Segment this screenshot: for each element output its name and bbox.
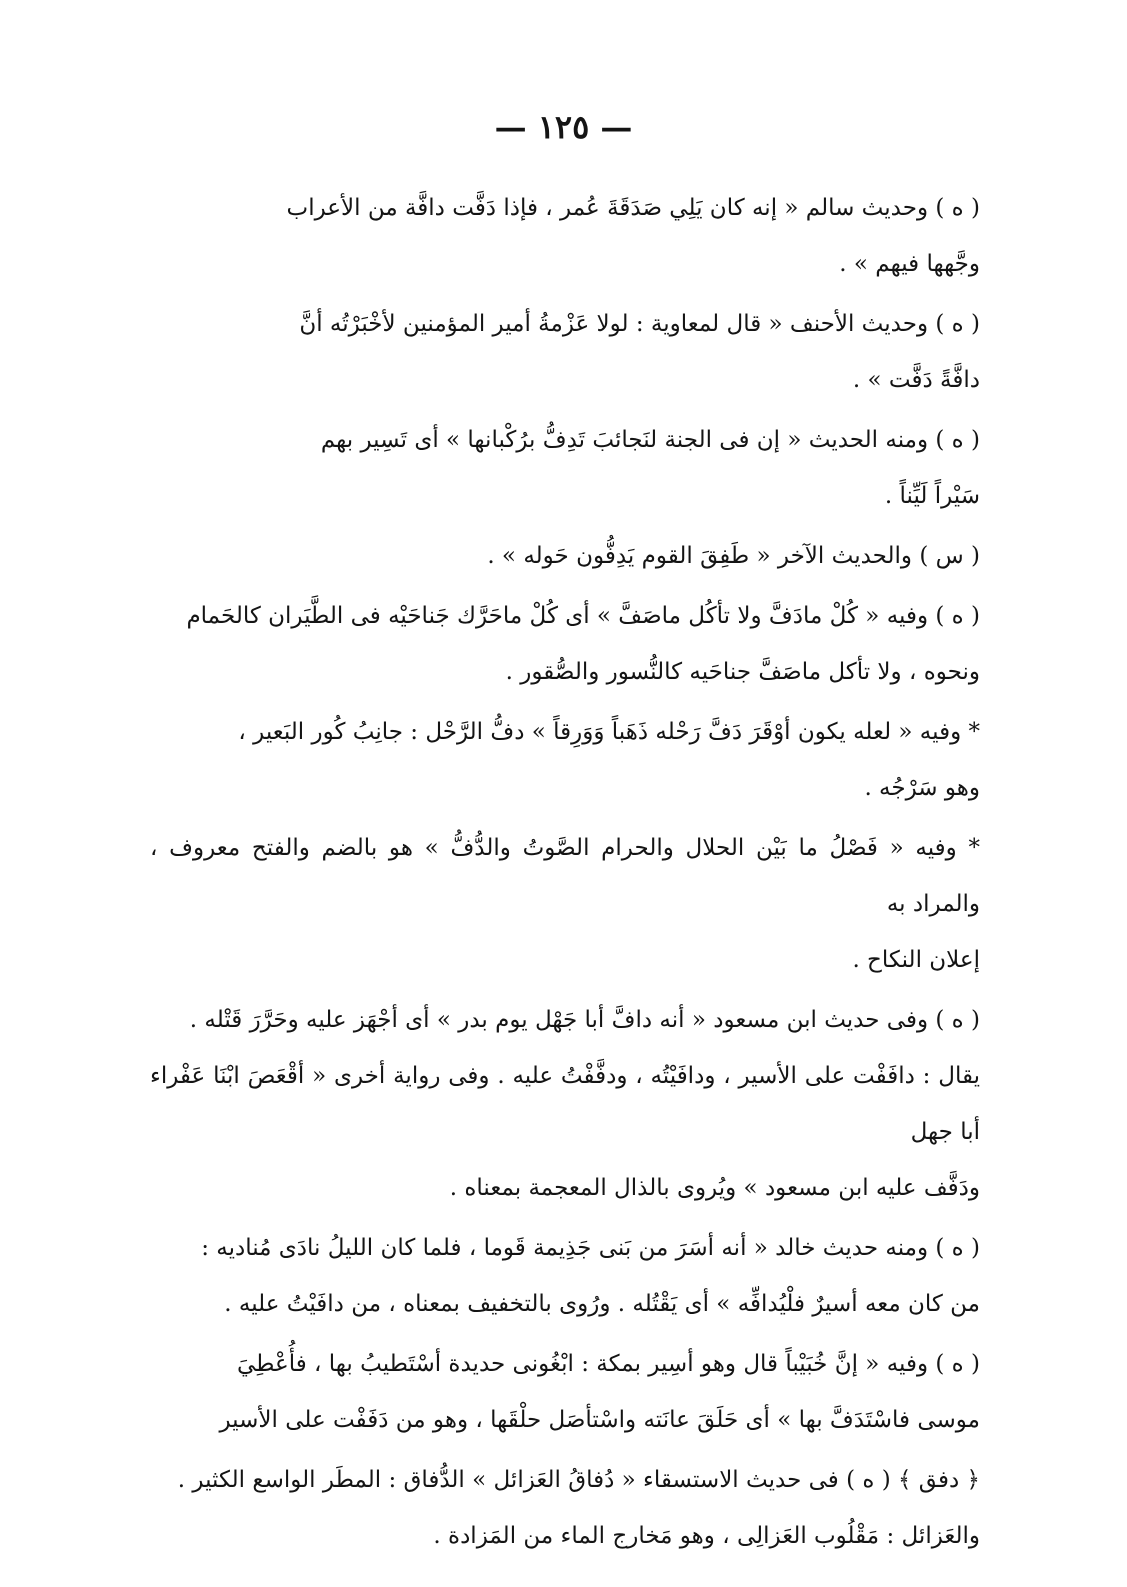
text-line: ( ه ) وفيه « إنَّ خُبَيْباً قال وهو أسِير بمكة : ابْغُونى حديدة أسْتَطيبُ بها ، فأُعْطِيَ xyxy=(236,1351,980,1377)
entry-paragraph xyxy=(150,588,980,700)
text-line: ( ه ) وفى حديث ابن مسعود « أنه دافَّ أبا جَهْل يوم بدر » أى أجْهَز عليه وحَرَّرَ قَتْله . xyxy=(189,1007,980,1033)
text-line: من كان معه أسيرٌ فلْيُدافِّه » أى يَقْتُله . ورُوى بالتخفيف بمعناه ، من دافَيْتُ عليه . xyxy=(224,1291,980,1317)
text-line: ( ه ) وفيه « كُلْ مادَفَّ ولا تأكُل ماصَفَّ » أى كُلْ ماحَرَّك جَناحَيْه فى الطَّيَران كالحَمام xyxy=(186,603,980,629)
text-line: * وفيه « فَصْلُ ما بَيْن الحلال والحرام الصَّوتُ والدُّفُّ » هو بالضم والفتح معروف ، والمراد به xyxy=(150,835,980,917)
entry-paragraph xyxy=(150,412,980,524)
text-line: وهو سَرْجُه . xyxy=(864,775,980,801)
entry-paragraph xyxy=(150,1452,980,1564)
body-text xyxy=(150,180,980,1568)
text-line: يقال : دافَفْت على الأسير ، ودافَيْتُه ، ودفَّفْتُ عليه . وفى رواية أخرى « أقْعَصَ ابْنَا عَفْراء أبا جهل xyxy=(150,1063,980,1145)
text-line: وجَّهها فيهم » . xyxy=(839,251,980,277)
text-line: * وفيه « لعله يكون أوْقَرَ دَفَّ رَحْله ذَهَباً وَوَرِقاً » دفُّ الرَّحْل : جانِبُ كُور البَعير ، xyxy=(238,719,980,745)
entry-paragraph xyxy=(150,528,980,584)
entry-paragraph xyxy=(150,296,980,408)
text-line: ( ه ) وحديث سالم « إنه كان يَلِي صَدَقَةَ عُمر ، فإذا دَفَّت دافَّة من الأعراب xyxy=(286,195,980,221)
entry-paragraph xyxy=(150,992,980,1216)
text-line: سَيْراً لَيِّناً . xyxy=(884,483,980,509)
text-line: دافَّةً دَفَّت » . xyxy=(852,367,980,393)
entry-paragraph xyxy=(150,1336,980,1448)
text-line: ( ه ) ومنه الحديث « إن فى الجنة لنَجائبَ تَدِفُّ برُكْبانها » أى تَسِير بهم xyxy=(320,427,980,453)
text-line: ودَفَّف عليه ابن مسعود » ويُروى بالذال المعجمة بمعناه . xyxy=(449,1175,980,1201)
entry-paragraph xyxy=(150,180,980,292)
page-number: — ١٢٥ — xyxy=(494,108,633,146)
text-line: ونحوه ، ولا تأكل ماصَفَّ جناحَيه كالنُّسور والصُّقور . xyxy=(505,659,980,685)
entry-paragraph xyxy=(150,1220,980,1332)
text-line: موسى فاسْتَدَفَّ بها » أى حَلَقَ عانَته واسْتأصَل حلْقَها ، وهو من دَفَفْت على الأسير xyxy=(219,1407,980,1433)
text-line: ﴿ دفق ﴾ ( ه ) فى حديث الاستسقاء « دُفاقُ العَزائل » الدُّفاق : المطَر الواسع الكثير . xyxy=(177,1467,980,1493)
text-line: والعَزائل : مَقْلُوب العَزالِى ، وهو مَخارج الماء من المَزادة . xyxy=(433,1523,980,1549)
entry-paragraph xyxy=(150,704,980,816)
text-line: ( ه ) وحديث الأحنف « قال لمعاوية : لولا عَزْمةُ أمير المؤمنين لأخْبَرْتُه أنَّ xyxy=(299,311,980,337)
entry-paragraph xyxy=(150,820,980,988)
text-line: إعلان النكاح . xyxy=(852,947,980,973)
text-line: ( ه ) ومنه حديث خالد « أنه أسَرَ من بَنى جَذِيمة قَوما ، فلما كان الليلُ نادَى مُناديه : xyxy=(201,1235,980,1261)
text-line: ( س ) والحديث الآخر « طَفِقَ القوم يَدِفُّون حَوله » . xyxy=(487,543,980,569)
